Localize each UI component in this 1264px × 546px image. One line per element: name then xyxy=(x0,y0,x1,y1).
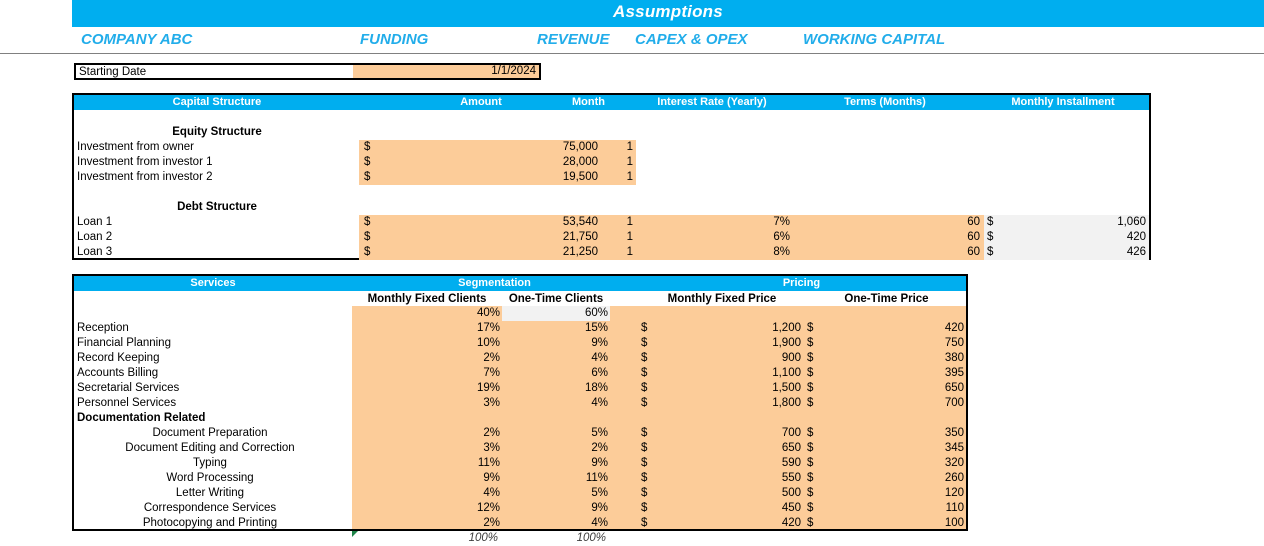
service-row-mfc[interactable]: 2% xyxy=(483,352,500,364)
currency-symbol: $ xyxy=(987,216,994,228)
debt-row-month[interactable]: 1 xyxy=(626,216,633,228)
service-row-otc[interactable]: 6% xyxy=(591,367,608,379)
col-header-services: Services xyxy=(190,277,236,289)
currency-symbol: $ xyxy=(641,457,648,469)
nav-link-capex-opex[interactable]: CAPEX & OPEX xyxy=(635,31,748,48)
nav-link-company-abc[interactable]: COMPANY ABC xyxy=(81,31,193,48)
currency-symbol: $ xyxy=(987,246,994,258)
service-row-mfc[interactable]: 2% xyxy=(483,517,500,529)
debt-row-amount[interactable]: 53,540 xyxy=(562,216,598,228)
service-row-otp[interactable]: 350 xyxy=(944,427,964,439)
page-title: Assumptions xyxy=(613,2,723,21)
currency-symbol: $ xyxy=(364,156,371,168)
subheader-one-time-price: One-Time Price xyxy=(844,293,929,305)
page-banner xyxy=(72,0,1264,27)
col-header-month: Month xyxy=(572,96,605,108)
service-row-label: Typing xyxy=(193,457,227,469)
capital-structure-header-row xyxy=(74,95,1149,110)
subheader-monthly-fixed-clients: Monthly Fixed Clients xyxy=(367,293,487,305)
service-row-label: Letter Writing xyxy=(175,487,245,499)
nav-link-funding[interactable]: FUNDING xyxy=(360,31,429,48)
service-row-otc[interactable]: 4% xyxy=(591,397,608,409)
capital-structure-table xyxy=(72,93,1151,260)
service-row-label: Financial Planning xyxy=(77,337,171,349)
service-row-otp[interactable]: 110 xyxy=(945,502,964,514)
service-row-otp[interactable]: 380 xyxy=(944,352,964,364)
service-row-mfp[interactable]: 550 xyxy=(781,472,801,484)
service-row-otc[interactable]: 4% xyxy=(591,352,608,364)
service-row-label: Correspondence Services xyxy=(143,502,277,514)
starting-date-row xyxy=(74,63,541,80)
currency-symbol: $ xyxy=(641,382,648,394)
currency-symbol: $ xyxy=(641,517,648,529)
service-row-mfc[interactable]: 10% xyxy=(476,337,500,349)
service-row-label: Personnel Services xyxy=(77,397,177,409)
service-row-label: Record Keeping xyxy=(77,352,160,364)
service-row-otp[interactable]: 700 xyxy=(944,397,964,409)
debt-row-amount[interactable]: 21,750 xyxy=(562,231,598,243)
currency-symbol: $ xyxy=(807,337,814,349)
subheader-one-time-clients: One-Time Clients xyxy=(508,293,604,305)
currency-symbol: $ xyxy=(641,322,648,334)
service-row-otc[interactable]: 18% xyxy=(584,382,608,394)
currency-symbol: $ xyxy=(807,352,814,364)
debt-structure-heading: Debt Structure xyxy=(177,201,257,213)
currency-symbol: $ xyxy=(807,472,814,484)
service-row-mfc[interactable]: 12% xyxy=(476,502,500,514)
service-row-mfc[interactable]: 19% xyxy=(476,382,500,394)
currency-symbol: $ xyxy=(807,502,814,514)
currency-symbol: $ xyxy=(641,487,648,499)
currency-symbol: $ xyxy=(641,397,648,409)
service-row-label: Document Preparation xyxy=(152,427,268,439)
currency-symbol: $ xyxy=(641,367,648,379)
currency-symbol: $ xyxy=(807,427,814,439)
debt-row-amount[interactable]: 21,250 xyxy=(562,246,598,258)
service-row-mfc[interactable]: 4% xyxy=(483,487,500,499)
col-header-amount: Amount xyxy=(460,96,502,108)
service-row-label: Secretarial Services xyxy=(77,382,180,394)
service-row-otc[interactable]: 5% xyxy=(591,427,608,439)
currency-symbol: $ xyxy=(807,457,814,469)
service-row-otc[interactable]: 4% xyxy=(591,517,608,529)
service-row-mfp[interactable]: 1,800 xyxy=(772,397,801,409)
nav-link-working-capital[interactable]: WORKING CAPITAL xyxy=(803,31,946,48)
col-header-interest-rate: Interest Rate (Yearly) xyxy=(657,96,767,108)
service-row-mfp[interactable]: 1,100 xyxy=(772,367,801,379)
equity-row-month[interactable]: 1 xyxy=(626,171,633,183)
debt-row-label: Loan 1 xyxy=(77,216,113,228)
service-row-otp[interactable]: 345 xyxy=(944,442,964,454)
service-row-mfp[interactable]: 650 xyxy=(781,442,801,454)
col-header-pricing: Pricing xyxy=(782,277,821,289)
service-row-otp[interactable]: 650 xyxy=(944,382,964,394)
service-row-mfc[interactable]: 17% xyxy=(476,322,500,334)
service-row-mfp[interactable]: 500 xyxy=(781,487,801,499)
debt-row-terms[interactable]: 60 xyxy=(967,231,980,243)
currency-symbol: $ xyxy=(807,517,814,529)
split-one-time-clients: 60% xyxy=(584,307,608,319)
debt-row-installment: 420 xyxy=(1126,231,1146,243)
service-row-otp[interactable]: 420 xyxy=(944,322,964,334)
service-row-label: Reception xyxy=(77,322,129,334)
service-row-mfc[interactable]: 2% xyxy=(483,427,500,439)
service-row-mfp[interactable]: 1,900 xyxy=(772,337,801,349)
debt-row-rate[interactable]: 6% xyxy=(773,231,790,243)
services-header-row xyxy=(74,276,966,291)
currency-symbol: $ xyxy=(364,246,371,258)
currency-symbol: $ xyxy=(364,216,371,228)
debt-row-terms[interactable]: 60 xyxy=(967,246,980,258)
equity-row-month[interactable]: 1 xyxy=(626,156,633,168)
service-row-mfc[interactable]: 3% xyxy=(483,442,500,454)
service-row-label: Accounts Billing xyxy=(77,367,159,379)
service-row-mfp[interactable]: 420 xyxy=(781,517,801,529)
service-row-otp[interactable]: 395 xyxy=(944,367,964,379)
service-row-otc[interactable]: 5% xyxy=(591,487,608,499)
currency-symbol: $ xyxy=(807,322,814,334)
currency-symbol: $ xyxy=(364,141,371,153)
service-row-mfc[interactable]: 7% xyxy=(483,367,500,379)
equity-row-amount[interactable]: 75,000 xyxy=(562,141,598,153)
currency-symbol: $ xyxy=(641,502,648,514)
service-row-otc[interactable]: 11% xyxy=(585,472,608,484)
debt-row-rate[interactable]: 8% xyxy=(773,246,790,258)
service-row-otc[interactable]: 9% xyxy=(591,457,608,469)
starting-date-label: Starting Date xyxy=(79,66,147,78)
currency-symbol: $ xyxy=(641,442,648,454)
service-row-mfp[interactable]: 450 xyxy=(781,502,801,514)
service-row-mfp[interactable]: 1,500 xyxy=(772,382,801,394)
service-row-mfc[interactable]: 9% xyxy=(483,472,500,484)
currency-symbol: $ xyxy=(641,352,648,364)
service-row-label: Photocopying and Printing xyxy=(142,517,278,529)
service-row-otp[interactable]: 120 xyxy=(944,487,964,499)
debt-row-installment: 426 xyxy=(1126,246,1146,258)
subheader-monthly-fixed-price: Monthly Fixed Price xyxy=(667,293,777,305)
service-row-mfp[interactable]: 700 xyxy=(781,427,801,439)
nav-divider xyxy=(0,53,1264,54)
equity-row-label: Investment from investor 1 xyxy=(77,156,213,168)
currency-symbol: $ xyxy=(364,231,371,243)
debt-row-label: Loan 2 xyxy=(77,231,113,243)
starting-date-input-cell[interactable] xyxy=(353,65,539,78)
equity-row-label: Investment from investor 2 xyxy=(77,171,213,183)
currency-symbol: $ xyxy=(987,231,994,243)
equity-row-label: Investment from owner xyxy=(77,141,194,153)
col-header-capital-structure: Capital Structure xyxy=(172,96,262,108)
debt-row-installment: 1,060 xyxy=(1117,216,1146,228)
debt-row-month[interactable]: 1 xyxy=(626,246,633,258)
service-row-otp[interactable]: 320 xyxy=(944,457,964,469)
service-row-mfp[interactable]: 590 xyxy=(781,457,801,469)
service-row-otc[interactable]: 15% xyxy=(584,322,608,334)
service-row-otc[interactable]: 2% xyxy=(591,442,608,454)
debt-row-terms[interactable]: 60 xyxy=(967,216,980,228)
service-row-label: Document Editing and Correction xyxy=(125,442,295,454)
total-monthly-fixed-clients: 100% xyxy=(468,532,498,544)
currency-symbol: $ xyxy=(641,337,648,349)
currency-symbol: $ xyxy=(807,367,814,379)
currency-symbol: $ xyxy=(807,397,814,409)
service-row-mfp[interactable]: 900 xyxy=(781,352,801,364)
currency-symbol: $ xyxy=(807,487,814,499)
debt-row-label: Loan 3 xyxy=(77,246,113,258)
service-row-otp[interactable]: 260 xyxy=(944,472,964,484)
starting-date-value: 1/1/2024 xyxy=(491,65,536,77)
col-header-terms: Terms (Months) xyxy=(844,96,926,108)
col-header-segmentation: Segmentation xyxy=(458,277,531,289)
service-row-otp[interactable]: 100 xyxy=(944,517,964,529)
service-row-otc[interactable]: 9% xyxy=(591,502,608,514)
equity-row-amount[interactable]: 19,500 xyxy=(562,171,598,183)
currency-symbol: $ xyxy=(641,472,648,484)
services-pricing-table xyxy=(72,274,968,531)
service-row-mfc[interactable]: 3% xyxy=(483,397,500,409)
service-row-otc[interactable]: 9% xyxy=(591,337,608,349)
debt-row-rate[interactable]: 7% xyxy=(773,216,790,228)
equity-row-amount[interactable]: 28,000 xyxy=(562,156,598,168)
currency-symbol: $ xyxy=(364,171,371,183)
split-monthly-fixed-clients[interactable]: 40% xyxy=(476,307,500,319)
service-row-otp[interactable]: 750 xyxy=(944,337,964,349)
debt-row-month[interactable]: 1 xyxy=(626,231,633,243)
equity-row-month[interactable]: 1 xyxy=(626,141,633,153)
currency-symbol: $ xyxy=(641,427,648,439)
equity-structure-heading: Equity Structure xyxy=(172,126,262,138)
navigation-bar xyxy=(0,27,1264,53)
currency-symbol: $ xyxy=(807,382,814,394)
currency-symbol: $ xyxy=(807,442,814,454)
service-row-mfp[interactable]: 1,200 xyxy=(772,322,801,334)
documentation-related-heading: Documentation Related xyxy=(77,412,206,424)
service-row-label: Word Processing xyxy=(166,472,254,484)
total-one-time-clients: 100% xyxy=(576,532,606,544)
col-header-monthly-installment: Monthly Installment xyxy=(1011,96,1115,108)
nav-link-revenue[interactable]: REVENUE xyxy=(537,31,610,48)
service-row-mfc[interactable]: 11% xyxy=(477,457,500,469)
